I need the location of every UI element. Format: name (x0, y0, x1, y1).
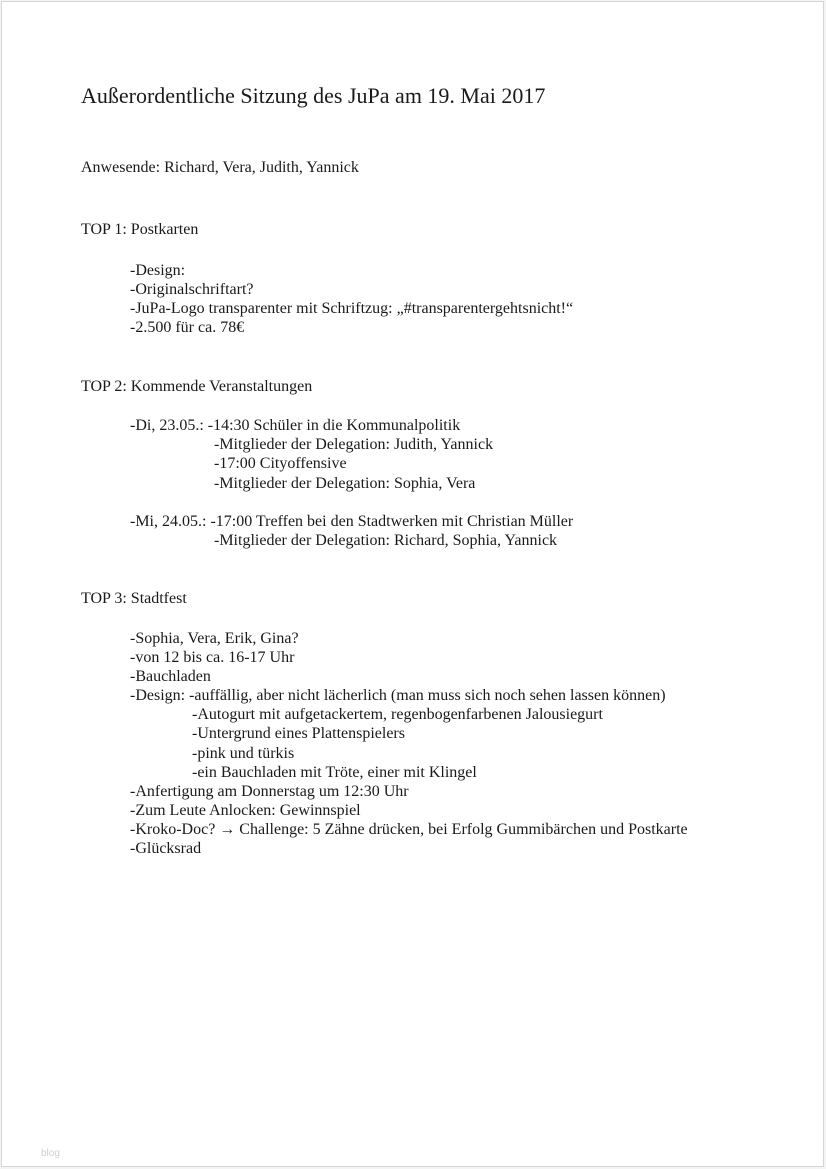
top2-item: -Di, 23.05.: -14:30 Schüler in die Kommunalpolitik (130, 417, 461, 434)
top2-item: -Mitglieder der Delegation: Richard, Sophia, Yannick (214, 532, 558, 549)
top3-item: -Zum Leute Anlocken: Gewinnspiel (130, 802, 361, 819)
top3-item: -ein Bauchladen mit Tröte, einer mit Klingel (192, 764, 477, 781)
top3-heading: TOP 3: Stadtfest (81, 590, 187, 607)
document-page (1, 1, 824, 1167)
attendees-line: Anwesende: Richard, Vera, Judith, Yannick (81, 159, 359, 176)
top2-item: -Mitglieder der Delegation: Judith, Yannick (214, 436, 494, 453)
document-title: Außerordentliche Sitzung des JuPa am 19. Mai 2017 (81, 83, 546, 108)
top1-item: -2.500 für ca. 78€ (130, 319, 245, 336)
top1-item: -Design: (130, 262, 186, 279)
top3-item: -Design: -auffällig, aber nicht lächerlich (man muss sich noch sehen lassen können) (130, 687, 666, 704)
top2-item: -Mi, 24.05.: -17:00 Treffen bei den Stadtwerken mit Christian Müller (130, 513, 574, 530)
top1-item: -Originalschriftart? (130, 281, 254, 298)
top3-item: -Kroko-Doc? → Challenge: 5 Zähne drücken, bei Erfolg Gummibärchen und Postkarte (130, 821, 688, 838)
top2-item: -Mitglieder der Delegation: Sophia, Vera (214, 475, 476, 492)
top3-item: -pink und türkis (192, 745, 295, 762)
top1-heading: TOP 1: Postkarten (81, 221, 199, 238)
top2-heading: TOP 2: Kommende Veranstaltungen (81, 378, 313, 395)
watermark-text: blog (41, 1148, 60, 1159)
top2-item: -17:00 Cityoffensive (214, 455, 347, 472)
top3-item: -Glücksrad (130, 840, 202, 857)
top3-item: -Untergrund eines Plattenspielers (192, 725, 405, 742)
top3-item: -Bauchladen (130, 668, 211, 685)
top3-item: -Autogurt mit aufgetackertem, regenbogenfarbenen Jalousiegurt (192, 706, 603, 723)
top3-item: -von 12 bis ca. 16-17 Uhr (130, 649, 295, 666)
top3-item: -Sophia, Vera, Erik, Gina? (130, 630, 299, 647)
top3-item: -Anfertigung am Donnerstag um 12:30 Uhr (130, 783, 409, 800)
top1-item: -JuPa-Logo transparenter mit Schriftzug: „#transparentergehtsnicht!“ (130, 300, 574, 317)
